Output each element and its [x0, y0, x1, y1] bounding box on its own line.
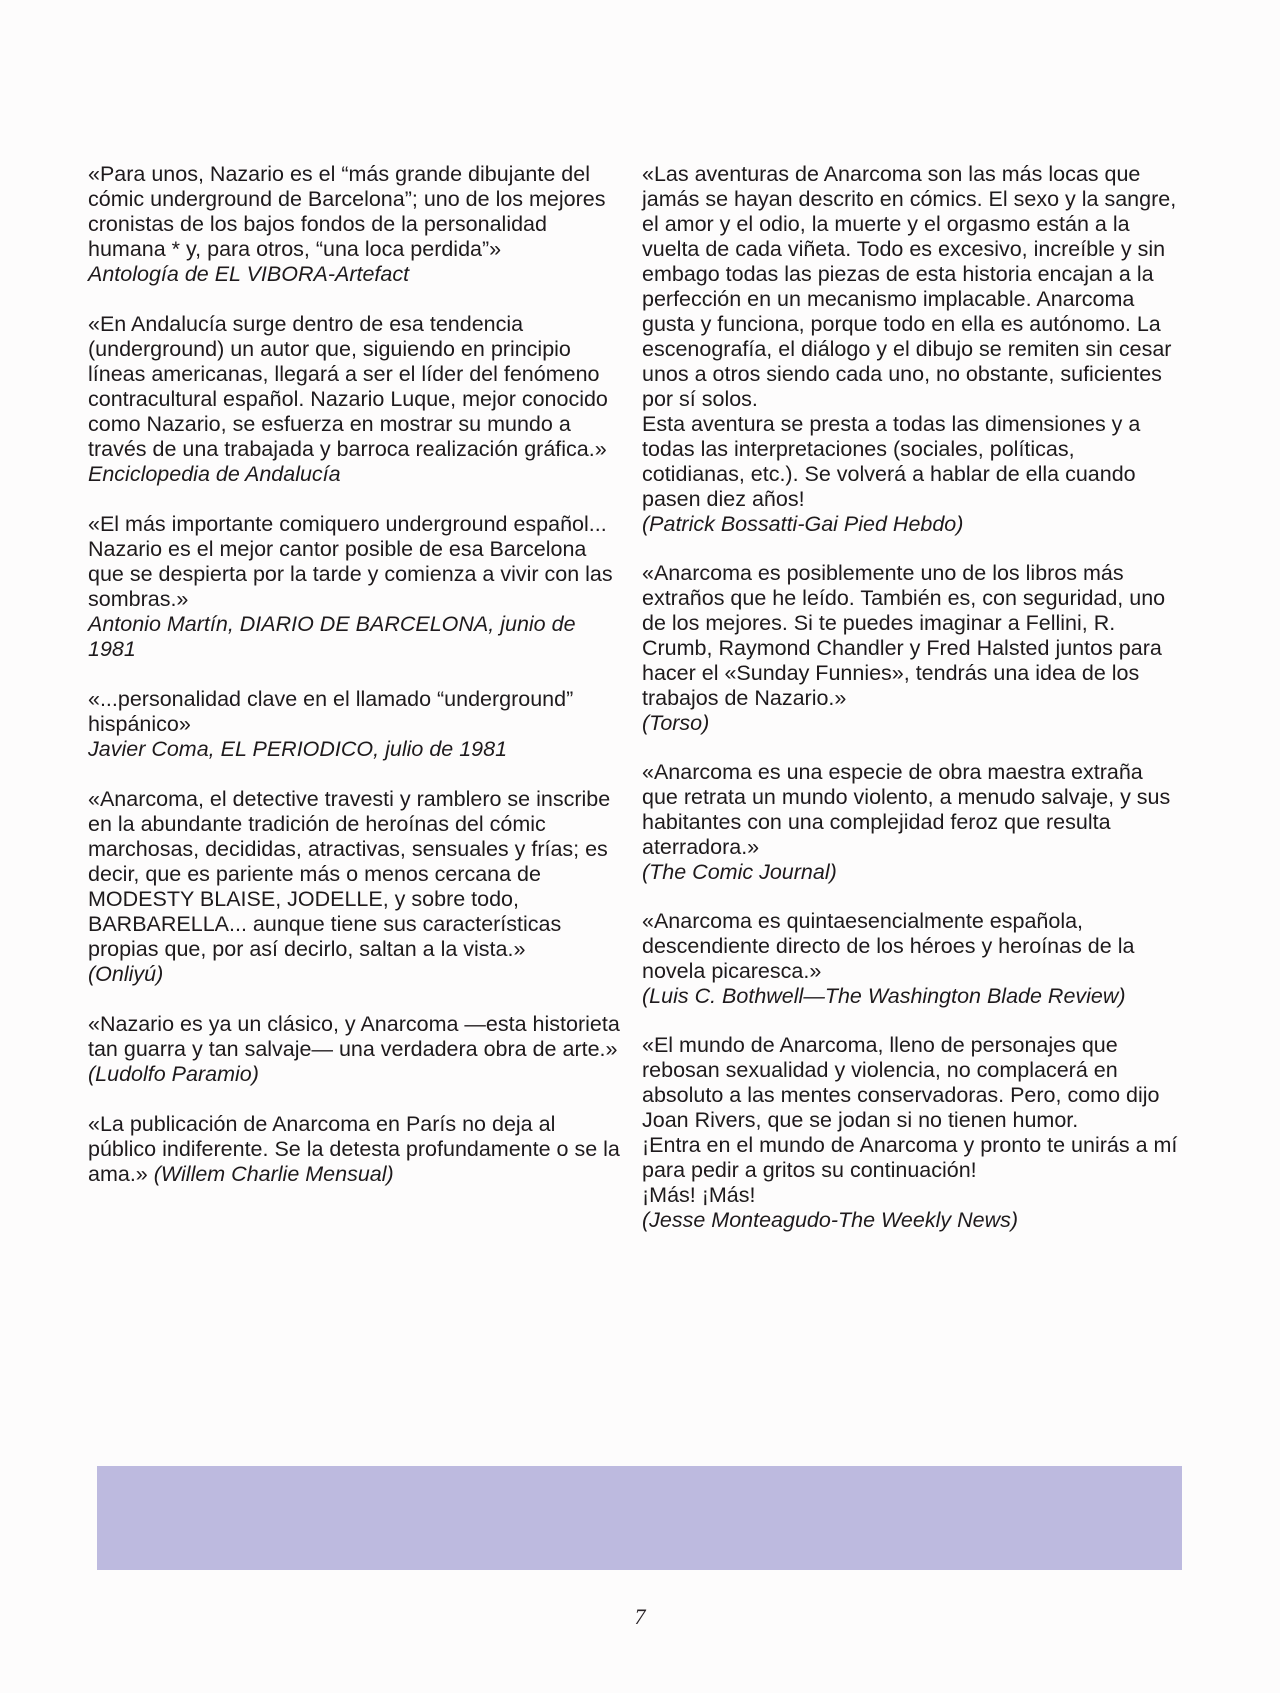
quote-source: Enciclopedia de Andalucía: [88, 462, 341, 486]
quote-patrick-bossatti: [642, 162, 1182, 537]
quote-source: (Ludolfo Paramio): [88, 1062, 259, 1086]
quote-antologia: [88, 162, 628, 287]
quote-onliyu: [88, 787, 628, 987]
quote-source: (The Comic Journal): [642, 860, 837, 884]
quote-enciclopedia: [88, 312, 628, 487]
right-column: [642, 162, 1182, 1257]
quote-text: «En Andalucía surge dentro de esa tendencia (underground) un autor que, siguiendo en principio líneas americanas, llegará a ser el líder del fenómeno contracultural español. Nazario Luque, mejor conocido como Nazario, se esfuerza en mostrar su mundo a través de una trabajada y barroca realización gráfica.»: [88, 312, 608, 461]
quote-paragraph: ¡Más! ¡Más!: [642, 1183, 756, 1207]
quote-jesse-monteagudo: [642, 1033, 1182, 1233]
quote-paragraph: «Las aventuras de Anarcoma son las más locas que jamás se hayan descrito en cómics. El sexo y la sangre, el amor y el odio, la muerte y el orgasmo están a la vuelta de cada viñeta. Todo es excesivo, increíble y sin embago todas las piezas de esta historia encajan a la perfección en un mecanismo implacable. Anarcoma gusta y funciona, porque todo en ella es autónomo. La escenografía, el diálogo y el dibujo se remiten sin cesar unos a otros siendo cada uno, no obstante, suficientes por sí solos.: [642, 162, 1177, 411]
quote-paragraph: «El mundo de Anarcoma, lleno de personajes que rebosan sexualidad y violencia, no complacerá en absoluto a las mentes conservadoras. Pero, como dijo Joan Rivers, que se jodan si no tienen humor.: [642, 1033, 1160, 1132]
quote-text: «Anarcoma es una especie de obra maestra extraña que retrata un mundo violento, a menudo salvaje, y sus habitantes con una complejidad feroz que resulta aterradora.»: [642, 760, 1171, 859]
quote-source: (Jesse Monteagudo-The Weekly News): [642, 1208, 1019, 1232]
page-number: 7: [634, 1604, 646, 1629]
quote-text: «Nazario es ya un clásico, y Anarcoma —esta historieta tan guarra y tan salvaje— una verdadera obra de arte.»: [88, 1012, 620, 1061]
quote-text: «La publicación de Anarcoma en París no deja al público indiferente. Se la detesta profundamente o se la ama.»: [88, 1112, 620, 1186]
quote-luis-bothwell: [642, 909, 1182, 1009]
quote-source: (Onliyú): [88, 962, 164, 986]
quote-text: «Para unos, Nazario es el “más grande dibujante del cómic underground de Barcelona”; uno de los mejores cronistas de los bajos fondos de la personalidad humana * y, para otros, “una loca perdida”»: [88, 162, 606, 261]
quote-ludolfo-paramio: [88, 1012, 628, 1087]
quote-text: «Anarcoma, el detective travesti y ramblero se inscribe en la abundante tradición de heroínas del cómic marchosas, decididas, atractivas, sensuales y frías; es decir, que es pariente más o menos cercana de MODESTY BLAISE, JODELLE, y sobre todo, BARBARELLA... aunque tiene sus características propias que, por así decirlo, saltan a la vista.»: [88, 787, 611, 961]
quote-text: «El más importante comiquero underground español... Nazario es el mejor cantor posible de esa Barcelona que se despierta por la tarde y comienza a vivir con las sombras.»: [88, 512, 613, 611]
quote-text: «...personalidad clave en el llamado “underground” hispánico»: [88, 687, 574, 736]
quote-source: (Patrick Bossatti-Gai Pied Hebdo): [642, 512, 964, 536]
quote-paragraph: ¡Entra en el mundo de Anarcoma y pronto te unirás a mí para pedir a gritos su continuación!: [642, 1133, 1178, 1182]
quote-torso: [642, 561, 1182, 736]
quote-source: (Willem Charlie Mensual): [153, 1162, 394, 1186]
quote-source: Javier Coma, EL PERIODICO, julio de 1981: [88, 737, 508, 761]
decorative-band: [97, 1466, 1182, 1570]
left-column: [88, 162, 628, 1212]
quote-source: (Luis C. Bothwell—The Washington Blade Review): [642, 984, 1126, 1008]
quote-paragraph: Esta aventura se presta a todas las dimensiones y a todas las interpretaciones (sociales, políticas, cotidianas, etc.). Se volverá a hablar de ella cuando pasen diez años!: [642, 412, 1141, 511]
quote-willem: [88, 1112, 628, 1187]
quote-text: «Anarcoma es quintaesencialmente española, descendiente directo de los héroes y heroínas de la novela picaresca.»: [642, 909, 1135, 983]
quote-comic-journal: [642, 760, 1182, 885]
quote-source: (Torso): [642, 711, 710, 735]
quote-javier-coma: [88, 687, 628, 762]
quote-text: «Anarcoma es posiblemente uno de los libros más extraños que he leído. También es, con seguridad, uno de los mejores. Si te puedes imaginar a Fellini, R. Crumb, Raymond Chandler y Fred Halsted juntos para hacer el «Sunday Funnies», tendrás una idea de los trabajos de Nazario.»: [642, 561, 1166, 710]
quote-source: Antología de EL VIBORA-Artefact: [88, 262, 410, 286]
quote-antonio-martin: [88, 512, 628, 662]
quote-source: Antonio Martín, DIARIO DE BARCELONA, junio de 1981: [88, 612, 576, 661]
